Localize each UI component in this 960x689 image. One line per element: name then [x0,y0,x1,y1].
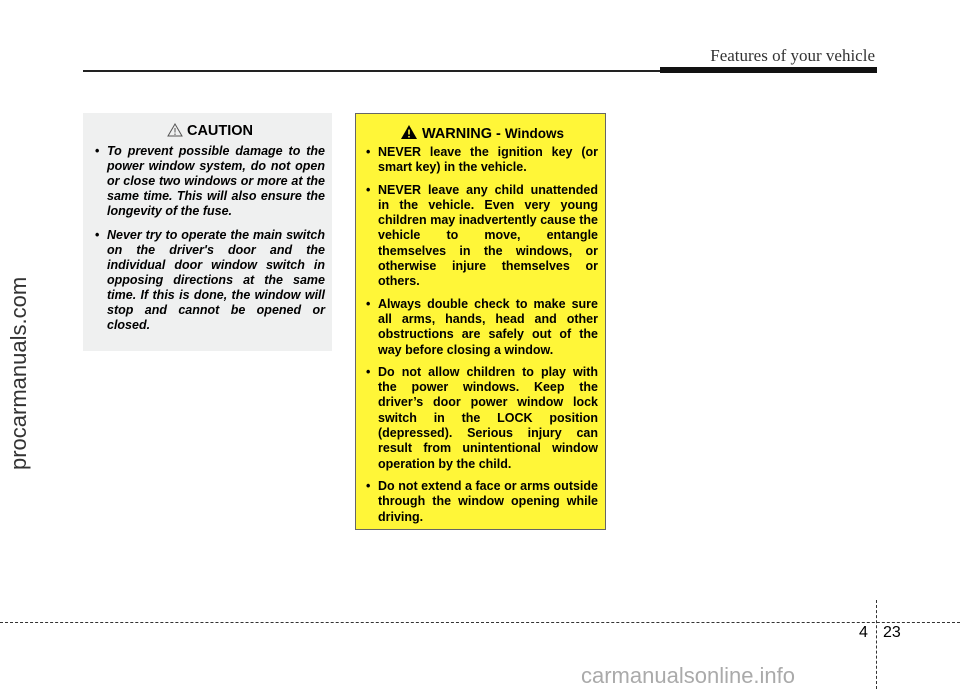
bullet-icon: • [95,144,100,158]
bullet-icon: • [366,364,371,379]
caution-item [95,228,325,333]
warning-title-text: WARNING - [421,126,501,142]
caution-title [95,123,325,139]
warning-item-text: Always double check to make sure all arms, hands, head and other obstructions are safely out of the way before closing a window. [378,296,598,357]
bullet-icon: • [95,228,100,242]
warning-item [366,145,598,176]
warning-item-text: Do not extend a face or arms outside through the window opening while driving. [378,478,598,524]
warning-item [366,183,598,290]
warning-list [366,145,598,525]
page-number-divider [876,600,877,689]
side-watermark: procarmanuals.com [6,276,31,470]
bullet-icon: • [366,296,371,311]
caution-title-text: CAUTION [186,123,254,139]
warning-item-text: NEVER leave the ignition key (or smart key) in the vehicle. [378,145,598,175]
warning-item [366,297,598,358]
header-rule-thin [83,70,660,72]
bullet-icon: • [366,478,371,493]
warning-box [355,113,606,530]
caution-item-text: To prevent possible damage to the power window system, do not open or close two windows or more at the same time. This will also ensure the longevity of the fuse. [107,144,325,218]
header-rule-thick [660,67,877,73]
bullet-icon: • [366,145,371,159]
warning-item-text: NEVER leave any child unattended in the vehicle. Even very young children may inadvertently cause the vehicle to move, entangle themselves in the windows, or otherwise injure themselves or others. [378,182,598,289]
bottom-watermark: carmanualsonline.info [581,663,796,688]
caution-box [83,113,332,351]
footer-dashed-line [0,622,960,623]
caution-list [95,144,325,333]
caution-item-text: Never try to operate the main switch on the driver's door and the individual door window switch in opposing directions at the same time. If this is done, the window will stop and cannot be opened or closed. [107,228,325,332]
warning-item [366,365,598,472]
warning-title [366,124,598,142]
warning-item-text: Do not allow children to play with the power windows. Keep the driver’s door power window lock switch in the LOCK position (depressed). Serious injury can result from unintentional window operation by the child. [378,364,598,471]
section-header-title: Features of your vehicle [710,46,875,65]
chapter-number: 4 [859,624,868,641]
warning-subtitle: Windows [504,126,565,141]
caution-triangle-icon [167,123,183,137]
warning-item [366,479,598,525]
bullet-icon: • [366,182,371,197]
warning-triangle-icon [400,124,418,140]
caution-item [95,144,325,219]
page-number: 23 [883,624,901,641]
